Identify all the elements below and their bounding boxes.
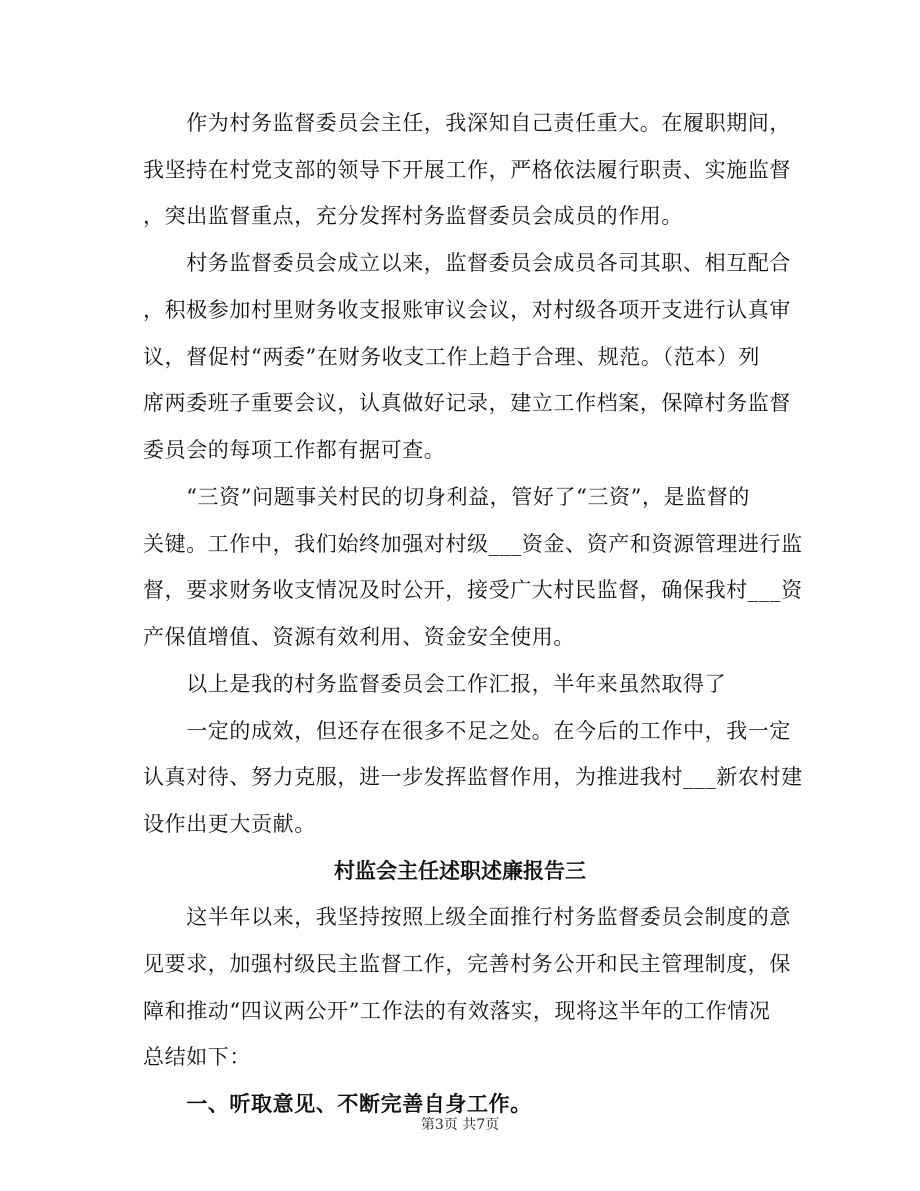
paragraph-2-line-4: 席两委班子重要会议，认真做好记录，建立工作档案，保障村务监督 bbox=[143, 391, 791, 415]
paragraph-4-line-1: 以上是我的村务监督委员会工作汇报，半年来虽然取得了 bbox=[143, 672, 727, 696]
paragraph-3-line-2: 关键。工作中，我们始终加强对村级___资金、资产和资源管理进行监 bbox=[143, 532, 803, 556]
paragraph-2-line-2: ，积极参加村里财务收支报账审议会议，对村级各项开支进行认真审 bbox=[143, 298, 791, 322]
paragraph-1-line-2: 我坚持在村党支部的领导下开展工作，严格依法履行职责、实施监督 bbox=[143, 158, 791, 182]
paragraph-3-line-4: 产保值增值、资源有效利用、资金安全使用。 bbox=[143, 625, 575, 649]
section-paragraph-line-1: 这半年以来，我坚持按照上级全面推行村务监督委员会制度的意 bbox=[143, 905, 791, 929]
paragraph-4-line-2: 一定的成效，但还存在很多不足之处。在今后的工作中，我一定 bbox=[143, 719, 791, 743]
paragraph-2-line-1: 村务监督委员会成立以来，监督委员会成员各司其职、相互配合 bbox=[143, 251, 791, 275]
page-number-footer: 第3页 共7页 bbox=[420, 1117, 500, 1133]
paragraph-3-line-3: 督，要求财务收支情况及时公开，接受广大村民监督，确保我村___资 bbox=[143, 578, 803, 602]
section-paragraph-line-2: 见要求，加强村级民主监督工作，完善村务公开和民主管理制度，保 bbox=[143, 952, 791, 976]
section-paragraph-line-4: 总结如下： bbox=[143, 1045, 251, 1069]
paragraph-3-line-1: “三资”问题事关村民的切身利益，管好了“三资”，是监督的 bbox=[143, 485, 750, 509]
section-paragraph-line-3: 障和推动“四议两公开”工作法的有效落实，现将这半年的工作情况 bbox=[143, 999, 771, 1023]
paragraph-2-line-3: 议，督促村“两委”在财务收支工作上趋于合理、规范。（范本）列 bbox=[143, 345, 760, 369]
paragraph-1-line-3: ，突出监督重点，充分发挥村务监督委员会成员的作用。 bbox=[143, 204, 683, 228]
paragraph-2-line-5: 委员会的每项工作都有据可查。 bbox=[143, 438, 446, 462]
paragraph-1-line-1: 作为村务监督委员会主任，我深知自己责任重大。在履职期间， bbox=[143, 111, 791, 135]
paragraph-4-line-3: 认真对待、努力克服，进一步发挥监督作用，为推进我村___新农村建 bbox=[143, 765, 803, 789]
section-title: 村监会主任述职述廉报告三 bbox=[334, 858, 586, 883]
subheading: 一、听取意见、不断完善自身工作。 bbox=[143, 1091, 532, 1116]
paragraph-4-line-4: 设作出更大贡献。 bbox=[143, 812, 316, 836]
